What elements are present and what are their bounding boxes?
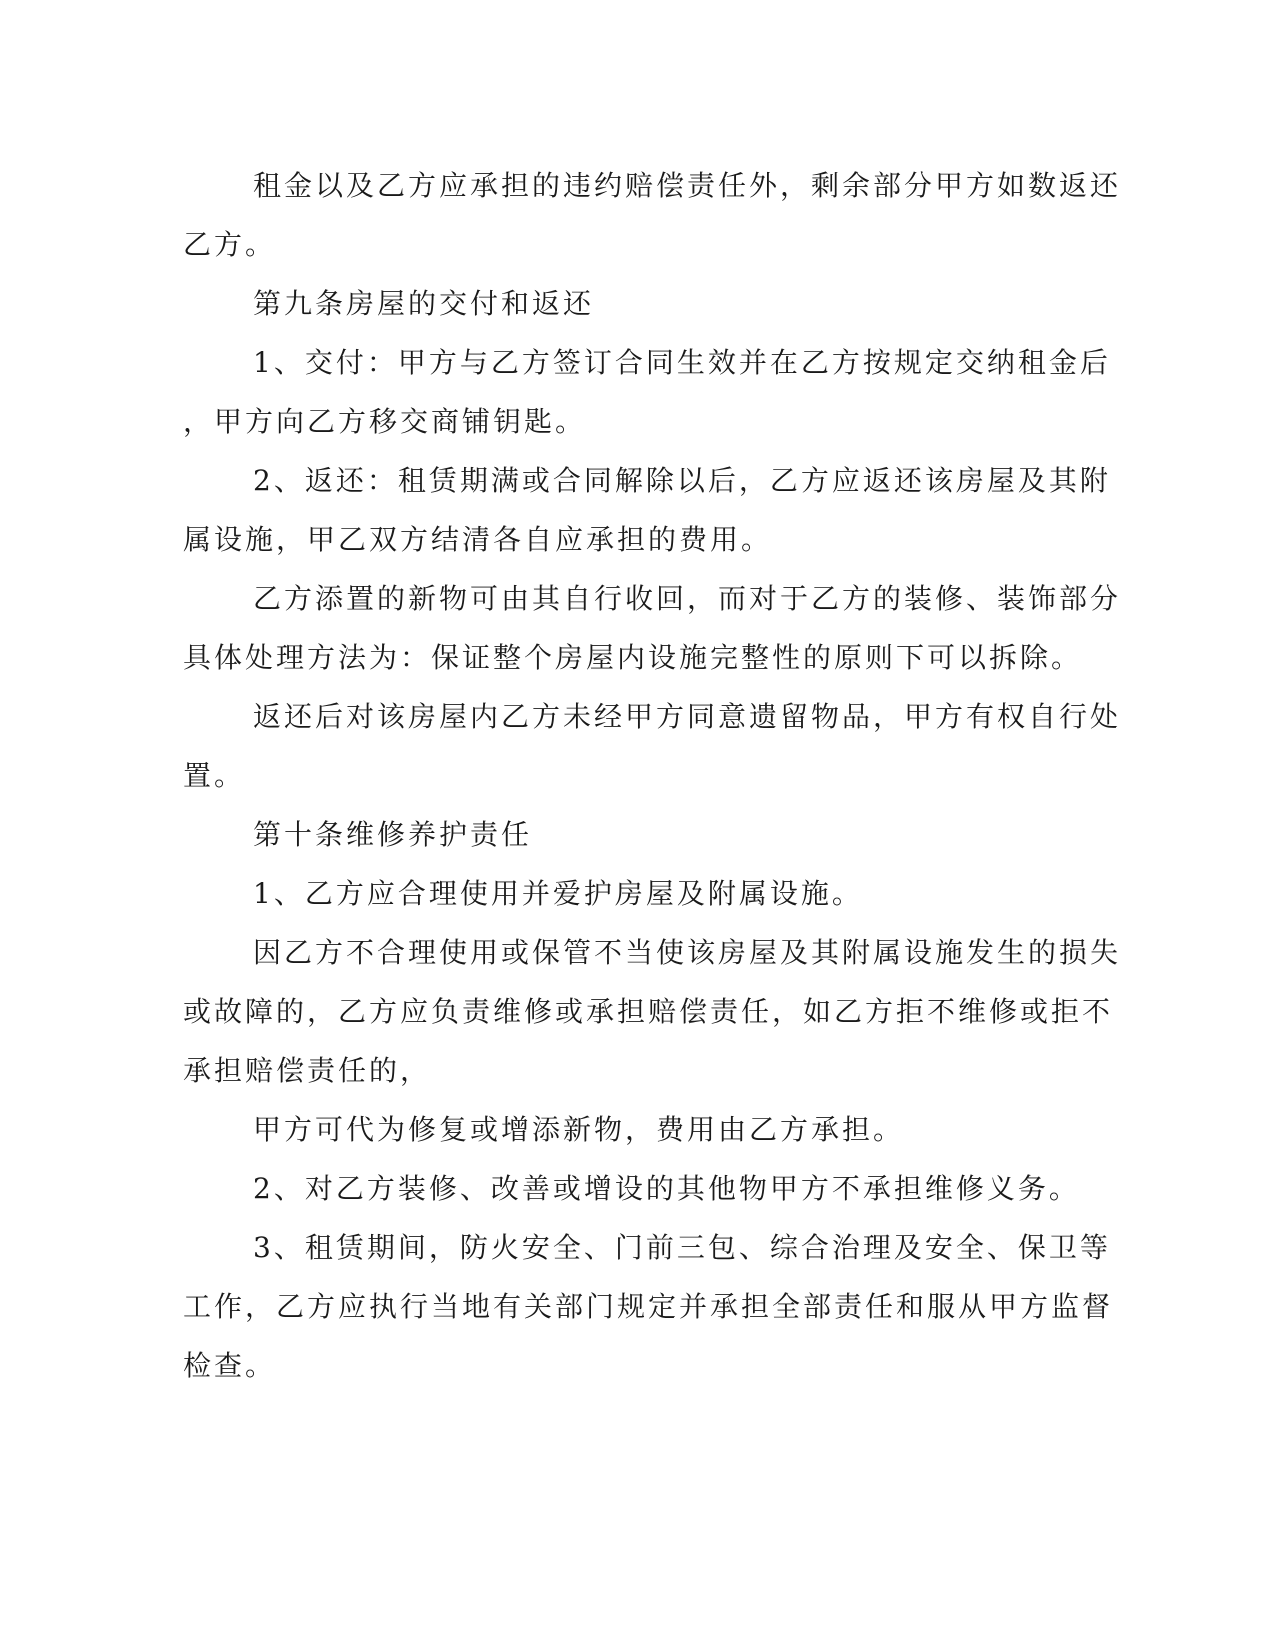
- article-9-heading: [183, 274, 1043, 333]
- text-line: 乙方添置的新物可由其自行收回，而对于乙方的装修、装饰部分: [253, 582, 1122, 615]
- paragraph-return: [183, 451, 1111, 569]
- text-line: 3、租赁期间，防火安全、门前三包、综合治理及安全、保卫等: [253, 1231, 1111, 1264]
- paragraph-repair-cost: [183, 1100, 1043, 1159]
- text-line: 2、返还：租赁期满或合同解除以后，乙方应返还该房屋及其附: [253, 464, 1111, 497]
- paragraph-improvements: [183, 1159, 1080, 1218]
- text-line: 1、乙方应合理使用并爱护房屋及附属设施。: [253, 877, 863, 910]
- text-line: 检查。: [183, 1349, 277, 1382]
- paragraph-deposit-return: [183, 156, 1122, 274]
- paragraph-proper-use: [183, 864, 1043, 923]
- paragraph-damage-liability: [183, 923, 1122, 1100]
- paragraph-delivery: [183, 333, 1111, 451]
- text-line: 甲方可代为修复或增添新物，费用由乙方承担。: [253, 1113, 905, 1146]
- text-line: 承担赔偿责任的，: [183, 1054, 432, 1087]
- text-line: 属设施，甲乙双方结清各自应承担的费用。: [183, 523, 773, 556]
- text-line: 乙方。: [183, 228, 277, 261]
- document-body: [183, 156, 1122, 1395]
- text-line: 置。: [183, 759, 246, 792]
- text-line: 返还后对该房屋内乙方未经甲方同意遗留物品，甲方有权自行处: [253, 700, 1122, 733]
- paragraph-left-items: [183, 687, 1122, 805]
- section-heading: 第十条维修养护责任: [253, 818, 533, 851]
- text-line: 因乙方不合理使用或保管不当使该房屋及其附属设施发生的损失: [253, 936, 1122, 969]
- text-line: 租金以及乙方应承担的违约赔偿责任外，剩余部分甲方如数返还: [253, 169, 1122, 202]
- text-line: 工作，乙方应执行当地有关部门规定并承担全部责任和服从甲方监督: [183, 1290, 1114, 1323]
- text-line: 2、对乙方装修、改善或增设的其他物甲方不承担维修义务。: [253, 1172, 1080, 1205]
- paragraph-added-items: [183, 569, 1122, 687]
- text-line: ，甲方向乙方移交商铺钥匙。: [183, 405, 587, 438]
- text-line: 或故障的，乙方应负责维修或承担赔偿责任，如乙方拒不维修或拒不: [183, 995, 1114, 1028]
- text-line: 1、交付：甲方与乙方签订合同生效并在乙方按规定交纳租金后: [253, 346, 1111, 379]
- section-heading: 第九条房屋的交付和返还: [253, 287, 595, 320]
- paragraph-safety: [183, 1218, 1114, 1395]
- text-line: 具体处理方法为：保证整个房屋内设施完整性的原则下可以拆除。: [183, 641, 1083, 674]
- article-10-heading: [183, 805, 1043, 864]
